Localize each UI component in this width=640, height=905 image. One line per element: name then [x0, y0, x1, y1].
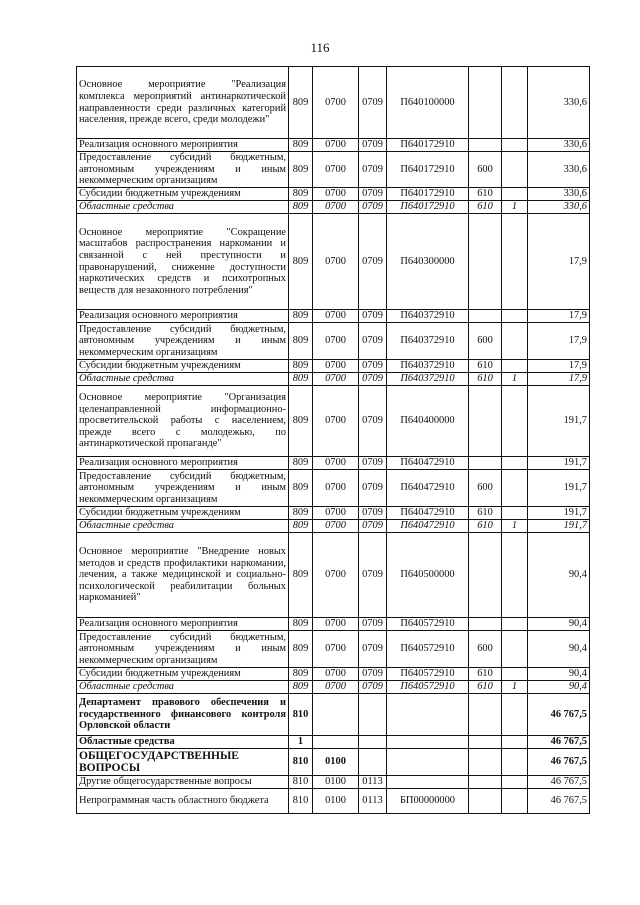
- row-subsection: 0709: [359, 214, 387, 310]
- row-expense-type: 610: [469, 373, 502, 386]
- row-name: Субсидии бюджетным учреждениям: [77, 668, 289, 681]
- row-section: 0700: [313, 618, 359, 631]
- row-funding-source: [502, 386, 528, 457]
- row-name: Предоставление субсидий бюджетным, автономным учреждениям и иным некоммерческим организациям: [77, 470, 289, 507]
- row-name: Другие общегосударственные вопросы: [77, 776, 289, 789]
- row-amount: 191,7: [528, 386, 590, 457]
- table-row: [77, 736, 590, 749]
- row-name: Непрограммная часть областного бюджета: [77, 789, 289, 814]
- row-section: [313, 736, 359, 749]
- row-target-article: П640500000: [387, 533, 469, 618]
- row-name: Областные средства: [77, 201, 289, 214]
- row-amount: 17,9: [528, 214, 590, 310]
- row-ved: 809: [289, 201, 313, 214]
- row-subsection: [359, 736, 387, 749]
- row-funding-source: [502, 152, 528, 188]
- table-row: [77, 507, 590, 520]
- row-subsection: 0709: [359, 139, 387, 152]
- row-target-article: П640300000: [387, 214, 469, 310]
- row-target-article: [387, 736, 469, 749]
- row-target-article: П640572910: [387, 668, 469, 681]
- row-subsection: 0709: [359, 201, 387, 214]
- row-name: Реализация основного мероприятия: [77, 457, 289, 470]
- row-amount: 191,7: [528, 457, 590, 470]
- table-row: [77, 67, 590, 139]
- row-funding-source: 1: [502, 201, 528, 214]
- row-funding-source: 1: [502, 373, 528, 386]
- row-target-article: П640372910: [387, 310, 469, 323]
- row-funding-source: [502, 67, 528, 139]
- row-section: 0700: [313, 67, 359, 139]
- row-ved: 809: [289, 373, 313, 386]
- table-row: [77, 520, 590, 533]
- row-subsection: 0709: [359, 386, 387, 457]
- row-expense-type: 610: [469, 507, 502, 520]
- row-target-article: П640400000: [387, 386, 469, 457]
- row-target-article: П640472910: [387, 520, 469, 533]
- row-ved: 809: [289, 386, 313, 457]
- row-subsection: [359, 694, 387, 736]
- row-subsection: 0709: [359, 373, 387, 386]
- row-section: 0700: [313, 386, 359, 457]
- row-funding-source: [502, 618, 528, 631]
- row-name: Областные средства: [77, 520, 289, 533]
- row-section: 0100: [313, 749, 359, 776]
- row-subsection: 0709: [359, 618, 387, 631]
- row-ved: 809: [289, 360, 313, 373]
- row-subsection: 0709: [359, 152, 387, 188]
- row-funding-source: [502, 139, 528, 152]
- row-funding-source: [502, 507, 528, 520]
- row-funding-source: [502, 188, 528, 201]
- row-expense-type: [469, 139, 502, 152]
- row-name: Основное мероприятие "Реализация комплекса мероприятий антинаркотической направленности среди различных категорий населения, прежде всего, среди молодежи": [77, 67, 289, 139]
- row-ved: 809: [289, 507, 313, 520]
- row-name: Реализация основного мероприятия: [77, 139, 289, 152]
- row-ved: 810: [289, 776, 313, 789]
- row-subsection: 0709: [359, 310, 387, 323]
- row-target-article: П640172910: [387, 188, 469, 201]
- table-row: [77, 188, 590, 201]
- row-subsection: 0709: [359, 631, 387, 668]
- row-ved: 809: [289, 470, 313, 507]
- row-section: 0700: [313, 188, 359, 201]
- row-amount: 90,4: [528, 618, 590, 631]
- row-ved: 809: [289, 152, 313, 188]
- row-funding-source: [502, 360, 528, 373]
- row-target-article: П640572910: [387, 681, 469, 694]
- row-name: ОБЩЕГОСУДАРСТВЕННЫЕ ВОПРОСЫ: [77, 749, 289, 776]
- row-expense-type: [469, 67, 502, 139]
- row-section: 0700: [313, 323, 359, 360]
- row-target-article: П640100000: [387, 67, 469, 139]
- row-ved: 809: [289, 618, 313, 631]
- row-subsection: 0709: [359, 67, 387, 139]
- row-section: 0100: [313, 789, 359, 814]
- row-name: Основное мероприятие "Организация целенаправленной информационно-просветительской работы с населением, прежде всего с молодежью, по антинаркотической пропаганде": [77, 386, 289, 457]
- row-expense-type: 610: [469, 188, 502, 201]
- row-target-article: П640372910: [387, 323, 469, 360]
- row-subsection: 0709: [359, 668, 387, 681]
- row-name: Основное мероприятие "Сокращение масштабов распространения наркомании и связанной с ней преступности и правонарушений, снижение доступности наркотических средств и психотропных веществ для незаконного потребления": [77, 214, 289, 310]
- row-name: Областные средства: [77, 736, 289, 749]
- row-section: 0700: [313, 631, 359, 668]
- row-ved: 810: [289, 694, 313, 736]
- row-subsection: 0709: [359, 681, 387, 694]
- row-amount: 46 767,5: [528, 736, 590, 749]
- row-target-article: П640472910: [387, 470, 469, 507]
- row-ved: 809: [289, 631, 313, 668]
- table-row: [77, 201, 590, 214]
- row-target-article: П640172910: [387, 201, 469, 214]
- row-target-article: [387, 776, 469, 789]
- row-amount: 46 767,5: [528, 776, 590, 789]
- table-row: [77, 618, 590, 631]
- row-ved: 809: [289, 681, 313, 694]
- row-ved: 809: [289, 668, 313, 681]
- row-funding-source: [502, 749, 528, 776]
- row-subsection: 0709: [359, 323, 387, 360]
- row-target-article: П640572910: [387, 618, 469, 631]
- row-expense-type: [469, 736, 502, 749]
- row-funding-source: 1: [502, 520, 528, 533]
- row-expense-type: [469, 749, 502, 776]
- row-subsection: 0709: [359, 470, 387, 507]
- row-funding-source: [502, 789, 528, 814]
- row-section: 0700: [313, 470, 359, 507]
- row-subsection: [359, 749, 387, 776]
- row-ved: 809: [289, 533, 313, 618]
- row-name: Департамент правового обеспечения и государственного финансового контроля Орловской области: [77, 694, 289, 736]
- row-ved: 809: [289, 457, 313, 470]
- row-expense-type: [469, 386, 502, 457]
- row-amount: 90,4: [528, 681, 590, 694]
- row-name: Реализация основного мероприятия: [77, 618, 289, 631]
- table-row: [77, 323, 590, 360]
- row-funding-source: [502, 668, 528, 681]
- row-ved: 1: [289, 736, 313, 749]
- row-section: 0700: [313, 507, 359, 520]
- budget-table-body: [77, 67, 590, 814]
- row-amount: 191,7: [528, 520, 590, 533]
- row-name: Областные средства: [77, 681, 289, 694]
- table-row: [77, 457, 590, 470]
- row-expense-type: 600: [469, 152, 502, 188]
- row-amount: 17,9: [528, 360, 590, 373]
- row-target-article: П640172910: [387, 152, 469, 188]
- table-row: [77, 310, 590, 323]
- row-amount: 330,6: [528, 139, 590, 152]
- row-amount: 90,4: [528, 631, 590, 668]
- row-expense-type: [469, 533, 502, 618]
- row-name: Предоставление субсидий бюджетным, автономным учреждениям и иным некоммерческим организациям: [77, 631, 289, 668]
- table-row: [77, 789, 590, 814]
- row-amount: 330,6: [528, 201, 590, 214]
- page-number: 116: [310, 40, 330, 55]
- table-row: [77, 360, 590, 373]
- row-target-article: П640472910: [387, 457, 469, 470]
- table-row: [77, 386, 590, 457]
- row-amount: 17,9: [528, 373, 590, 386]
- row-section: 0700: [313, 201, 359, 214]
- row-funding-source: [502, 470, 528, 507]
- row-section: 0700: [313, 457, 359, 470]
- row-subsection: 0709: [359, 533, 387, 618]
- row-target-article: П640372910: [387, 360, 469, 373]
- table-row: [77, 681, 590, 694]
- row-section: 0700: [313, 520, 359, 533]
- row-expense-type: [469, 457, 502, 470]
- row-name: Предоставление субсидий бюджетным, автономным учреждениям и иным некоммерческим организациям: [77, 323, 289, 360]
- row-amount: 191,7: [528, 470, 590, 507]
- row-amount: 17,9: [528, 310, 590, 323]
- row-section: 0700: [313, 152, 359, 188]
- table-row: [77, 152, 590, 188]
- row-ved: 809: [289, 214, 313, 310]
- row-name: Субсидии бюджетным учреждениям: [77, 507, 289, 520]
- row-funding-source: [502, 736, 528, 749]
- table-row: [77, 373, 590, 386]
- row-funding-source: [502, 776, 528, 789]
- row-funding-source: [502, 533, 528, 618]
- row-amount: 90,4: [528, 533, 590, 618]
- row-target-article: БП00000000: [387, 789, 469, 814]
- row-section: 0100: [313, 776, 359, 789]
- row-subsection: 0709: [359, 188, 387, 201]
- table-row: [77, 533, 590, 618]
- row-expense-type: 610: [469, 520, 502, 533]
- row-ved: 809: [289, 188, 313, 201]
- row-expense-type: [469, 310, 502, 323]
- row-amount: 191,7: [528, 507, 590, 520]
- table-row: [77, 776, 590, 789]
- row-section: 0700: [313, 533, 359, 618]
- row-amount: 46 767,5: [528, 789, 590, 814]
- row-section: 0700: [313, 668, 359, 681]
- table-row: [77, 631, 590, 668]
- row-name: Основное мероприятие "Внедрение новых методов и средств профилактики наркомании, лечения, а также медицинской и социально-психологической реабилитации больных наркоманией": [77, 533, 289, 618]
- row-funding-source: [502, 214, 528, 310]
- row-target-article: П640372910: [387, 373, 469, 386]
- row-expense-type: 610: [469, 201, 502, 214]
- row-name: Субсидии бюджетным учреждениям: [77, 188, 289, 201]
- row-amount: 330,6: [528, 152, 590, 188]
- row-ved: 809: [289, 520, 313, 533]
- row-name: Предоставление субсидий бюджетным, автономным учреждениям и иным некоммерческим организациям: [77, 152, 289, 188]
- row-expense-type: 600: [469, 470, 502, 507]
- row-section: 0700: [313, 214, 359, 310]
- row-ved: 809: [289, 139, 313, 152]
- row-subsection: 0113: [359, 789, 387, 814]
- row-target-article: П640172910: [387, 139, 469, 152]
- row-expense-type: [469, 776, 502, 789]
- table-row: [77, 470, 590, 507]
- row-subsection: 0709: [359, 507, 387, 520]
- row-funding-source: [502, 310, 528, 323]
- row-amount: 330,6: [528, 67, 590, 139]
- row-amount: 46 767,5: [528, 749, 590, 776]
- table-row: [77, 668, 590, 681]
- row-amount: 330,6: [528, 188, 590, 201]
- row-subsection: 0709: [359, 457, 387, 470]
- row-name: Реализация основного мероприятия: [77, 310, 289, 323]
- row-amount: 90,4: [528, 668, 590, 681]
- row-section: 0700: [313, 681, 359, 694]
- row-ved: 809: [289, 67, 313, 139]
- row-ved: 809: [289, 323, 313, 360]
- row-expense-type: 610: [469, 668, 502, 681]
- row-target-article: [387, 749, 469, 776]
- row-subsection: 0709: [359, 360, 387, 373]
- row-funding-source: [502, 694, 528, 736]
- row-funding-source: [502, 457, 528, 470]
- row-ved: 809: [289, 310, 313, 323]
- row-ved: 810: [289, 749, 313, 776]
- row-expense-type: 610: [469, 360, 502, 373]
- row-section: 0700: [313, 139, 359, 152]
- row-target-article: П640472910: [387, 507, 469, 520]
- row-expense-type: [469, 214, 502, 310]
- row-expense-type: 600: [469, 631, 502, 668]
- row-name: Субсидии бюджетным учреждениям: [77, 360, 289, 373]
- row-subsection: 0113: [359, 776, 387, 789]
- row-target-article: [387, 694, 469, 736]
- row-expense-type: 610: [469, 681, 502, 694]
- table-row: [77, 139, 590, 152]
- table-row: [77, 214, 590, 310]
- row-amount: 17,9: [528, 323, 590, 360]
- row-expense-type: 600: [469, 323, 502, 360]
- row-subsection: 0709: [359, 520, 387, 533]
- row-section: 0700: [313, 373, 359, 386]
- row-funding-source: [502, 323, 528, 360]
- row-ved: 810: [289, 789, 313, 814]
- row-expense-type: [469, 694, 502, 736]
- row-name: Областные средства: [77, 373, 289, 386]
- row-expense-type: [469, 618, 502, 631]
- row-section: 0700: [313, 310, 359, 323]
- row-target-article: П640572910: [387, 631, 469, 668]
- row-amount: 46 767,5: [528, 694, 590, 736]
- row-section: [313, 694, 359, 736]
- table-row: [77, 749, 590, 776]
- row-funding-source: [502, 631, 528, 668]
- row-funding-source: 1: [502, 681, 528, 694]
- row-section: 0700: [313, 360, 359, 373]
- row-expense-type: [469, 789, 502, 814]
- table-row: [77, 694, 590, 736]
- budget-table: [76, 66, 590, 814]
